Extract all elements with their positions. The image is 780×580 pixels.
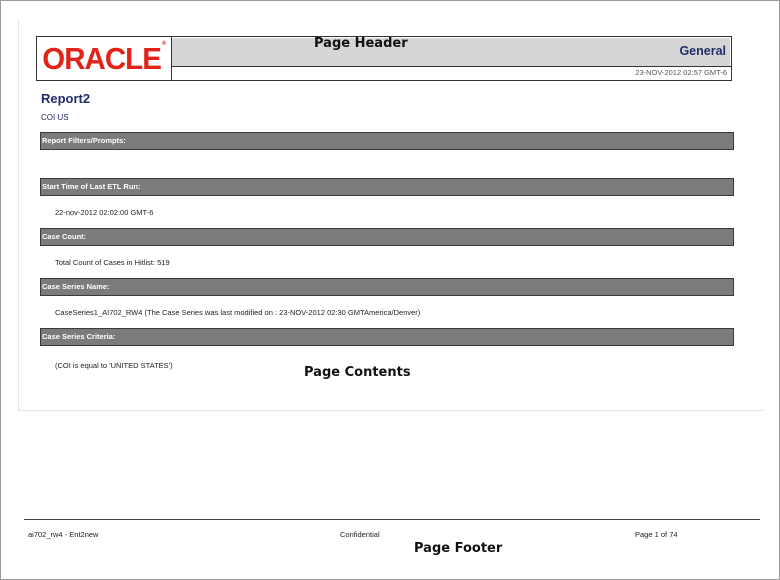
section-header-filters [40, 132, 734, 150]
etl-start-time: 22-nov-2012 02:02:00 GMT-6 [55, 208, 154, 217]
header-divider [172, 66, 731, 67]
report-title: Report2 [41, 91, 91, 106]
header-title: General [679, 44, 726, 58]
section-heading: Case Series Criteria: [42, 332, 116, 341]
section-heading: Case Count: [42, 232, 87, 241]
section-header-criteria [40, 328, 734, 346]
footer-page-number: Page 1 of 74 [635, 530, 678, 539]
oracle-logo [37, 37, 172, 80]
logo-text: ORACLE® [42, 40, 166, 76]
page-footer-label: Page Footer [414, 541, 503, 556]
section-heading: Report Filters/Prompts: [42, 136, 126, 145]
case-series-criteria: (COI is equal to 'UNITED STATES') [55, 361, 173, 370]
section-header-case-count [40, 228, 734, 246]
section-header-case-series [40, 278, 734, 296]
footer-report-id: ai702_rw4 - Ent2new [28, 530, 99, 539]
report-subtitle: COI US [41, 113, 69, 122]
section-heading: Start Time of Last ETL Run: [42, 182, 141, 191]
case-count-value: Total Count of Cases in Hitlist: 519 [55, 258, 170, 267]
section-header-etl [40, 178, 734, 196]
case-series-name: CaseSeries1_AI702_RW4 (The Case Series was last modified on : 23-NOV-2012 02:30 GMTAmerica/Denver) [55, 308, 421, 317]
footer-divider [24, 519, 760, 520]
footer-confidential: Confidential [340, 530, 380, 539]
header-band [172, 38, 730, 66]
page-header-label: Page Header [314, 36, 408, 51]
header-timestamp: 23-NOV-2012 02:57 GMT-6 [635, 68, 727, 77]
page-contents-label: Page Contents [304, 365, 411, 380]
section-heading: Case Series Name: [42, 282, 110, 291]
